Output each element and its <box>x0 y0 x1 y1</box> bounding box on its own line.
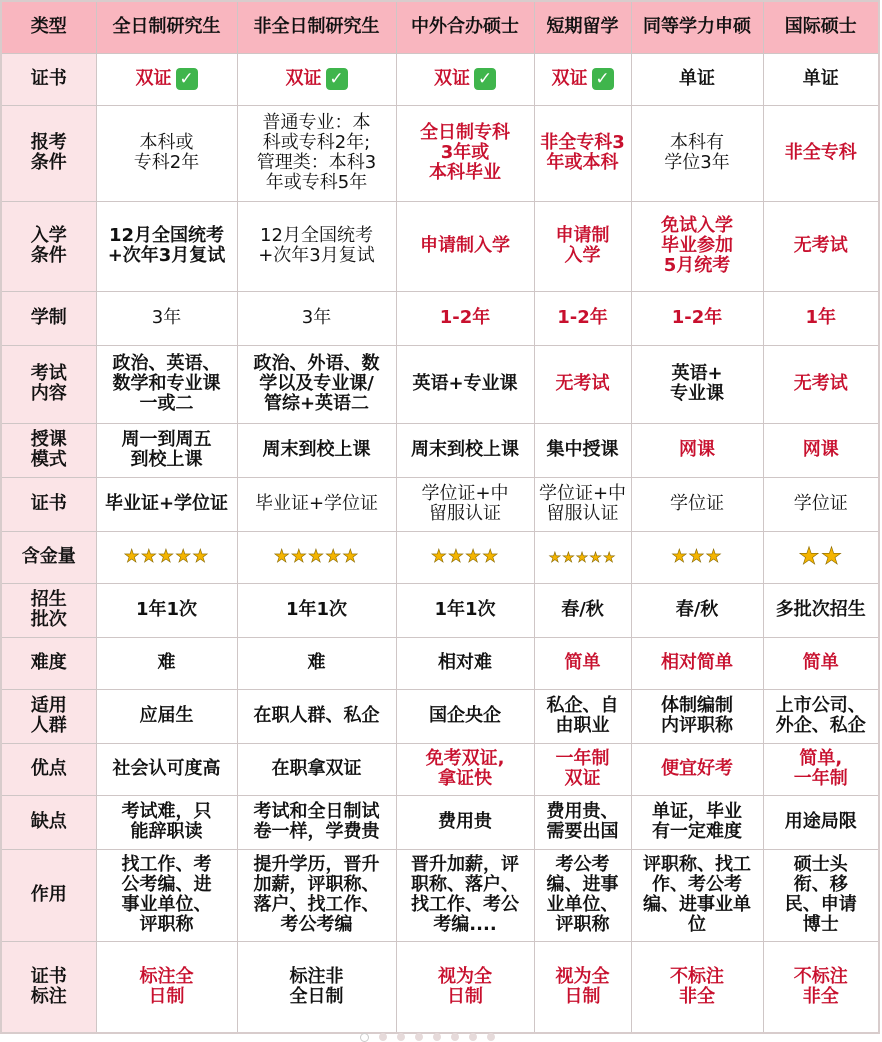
table-row <box>1 105 879 201</box>
row-label: 报考 条件 <box>1 105 96 201</box>
cell-text: 标注全 日制 <box>139 965 194 1007</box>
page-indicator <box>360 1033 530 1041</box>
cell-text: 学位证+中 留服认证 <box>538 483 627 524</box>
column-header: 国际硕士 <box>763 1 879 53</box>
table-cell <box>763 105 879 201</box>
cell-text: 标注非 全日制 <box>289 965 344 1007</box>
cell-text: 国企央企 <box>429 705 501 726</box>
cell-text: 春/秋 <box>675 599 719 620</box>
cell-text: 政治、外语、数 学以及专业课/ 管综+英语二 <box>253 353 380 414</box>
cell-text: 在职人群、私企 <box>253 705 380 726</box>
table-cell <box>631 345 763 423</box>
cell-text: 提升学历，晋升 加薪，评职称、 落户、找工作、 考公考编 <box>253 854 380 935</box>
table-cell <box>631 53 763 105</box>
cell-text: 1年1次 <box>285 599 348 620</box>
table-cell <box>631 291 763 345</box>
cell-text: 上市公司、 外企、私企 <box>775 695 866 736</box>
table-cell <box>534 105 631 201</box>
check-mark-icon: ✓ <box>474 68 496 90</box>
table-cell <box>763 941 879 1033</box>
table-cell <box>763 689 879 743</box>
cell-text: 12月全国统考 +次年3月复试 <box>107 225 226 266</box>
table-cell <box>534 53 631 105</box>
page-dot[interactable] <box>415 1033 423 1041</box>
table-cell <box>534 795 631 849</box>
cell-text: 周末到校上课 <box>411 439 519 460</box>
cell-text: 普通专业：本 科或专科2年; 管理类：本科3 年或专科5年 <box>256 112 377 193</box>
check-mark-icon: ✓ <box>176 68 198 90</box>
cell-text: 3年 <box>151 307 182 328</box>
cell-text: 费用贵、 需要出国 <box>546 801 619 842</box>
table-row <box>1 423 879 477</box>
table-cell <box>237 637 396 689</box>
table-cell <box>763 477 879 531</box>
table-row <box>1 637 879 689</box>
table-cell <box>534 423 631 477</box>
table-row <box>1 201 879 291</box>
table-cell <box>534 201 631 291</box>
table-cell <box>96 201 237 291</box>
cell-text: 本科或 专科2年 <box>133 132 200 173</box>
table-cell <box>763 345 879 423</box>
cell-text: 无考试 <box>793 235 848 256</box>
star-rating: ★★ <box>798 541 844 570</box>
table-cell <box>763 637 879 689</box>
column-header: 非全日制研究生 <box>237 1 396 53</box>
page-dot[interactable] <box>379 1033 387 1041</box>
cell-text: 视为全 日制 <box>555 965 610 1007</box>
cell-text: 非全专科 <box>784 142 857 163</box>
table-cell <box>237 531 396 583</box>
table-cell <box>534 689 631 743</box>
header-type-label: 类型 <box>1 1 96 53</box>
cell-text: 本科有 学位3年 <box>664 132 730 173</box>
cell-text: 周末到校上课 <box>262 439 371 460</box>
table-cell <box>396 689 534 743</box>
table-cell <box>534 941 631 1033</box>
column-header: 中外合办硕士 <box>396 1 534 53</box>
cell-text: 应届生 <box>139 705 194 726</box>
table-cell <box>396 477 534 531</box>
table-cell <box>763 795 879 849</box>
cell-text: 难 <box>157 652 176 673</box>
check-mark-icon: ✓ <box>592 68 614 90</box>
table-cell <box>631 941 763 1033</box>
table-cell <box>237 291 396 345</box>
table-cell <box>534 637 631 689</box>
cell-text: 相对难 <box>438 652 492 673</box>
table-row <box>1 583 879 637</box>
page-dot[interactable] <box>360 1033 369 1042</box>
cell-text: 单证 <box>802 68 839 89</box>
cell-text: 私企、自 由职业 <box>546 695 619 736</box>
table-cell <box>96 583 237 637</box>
cell-text: 1年 <box>805 307 837 328</box>
column-header: 同等学力申硕 <box>631 1 763 53</box>
table-cell <box>396 53 534 105</box>
table-cell <box>396 795 534 849</box>
table-cell <box>96 291 237 345</box>
page-dot[interactable] <box>451 1033 459 1041</box>
cell-text: 简单 <box>802 652 839 673</box>
table-cell <box>631 689 763 743</box>
row-label: 证书 <box>1 477 96 531</box>
table-cell <box>237 689 396 743</box>
table-cell <box>396 531 534 583</box>
table-cell <box>763 53 879 105</box>
cell-text: 在职拿双证 <box>271 758 362 779</box>
cell-text: 便宜好考 <box>661 758 733 779</box>
cell-text: 难 <box>307 652 326 673</box>
table-cell <box>237 345 396 423</box>
table-cell <box>96 637 237 689</box>
table-cell <box>534 477 631 531</box>
page-dot[interactable] <box>433 1033 441 1041</box>
table-cell <box>534 743 631 795</box>
table-cell <box>763 201 879 291</box>
cell-text: 英语+专业课 <box>412 373 518 394</box>
cell-text: 1年1次 <box>135 599 198 620</box>
cell-text: 周一到周五 到校上课 <box>121 429 212 470</box>
table-cell <box>96 849 237 941</box>
table-cell <box>396 291 534 345</box>
cell-text: 双证 <box>434 68 470 89</box>
cell-text: 12月全国统考 +次年3月复试 <box>258 225 375 266</box>
cell-text: 1-2年 <box>671 307 723 328</box>
table-cell <box>534 849 631 941</box>
table-row <box>1 795 879 849</box>
cell-text: 1-2年 <box>439 307 491 328</box>
table-row <box>1 53 879 105</box>
table-cell <box>631 637 763 689</box>
cell-text: 毕业证+学位证 <box>104 493 229 514</box>
table-cell <box>96 423 237 477</box>
cell-text: 一年制 双证 <box>555 748 610 789</box>
cell-text: 1-2年 <box>557 307 608 328</box>
table-cell <box>534 531 631 583</box>
cell-text: 硕士头 衔、移 民、申请 博士 <box>784 854 857 935</box>
table-cell <box>763 583 879 637</box>
table-row <box>1 689 879 743</box>
table-cell <box>534 345 631 423</box>
cell-text: 网课 <box>679 439 715 460</box>
row-label: 作用 <box>1 849 96 941</box>
cell-text: 毕业证+学位证 <box>254 493 379 514</box>
table-cell <box>237 941 396 1033</box>
column-header: 全日制研究生 <box>96 1 237 53</box>
table-cell <box>396 849 534 941</box>
table-cell <box>763 531 879 583</box>
cell-text: 找工作、考 公考编、进 事业单位、 评职称 <box>121 854 212 935</box>
table-cell <box>96 795 237 849</box>
row-label: 考试 内容 <box>1 345 96 423</box>
cell-text: 费用贵 <box>438 811 492 832</box>
star-rating: ★★★ <box>671 546 723 567</box>
table-row <box>1 291 879 345</box>
cell-text: 不标注 非全 <box>670 965 724 1007</box>
cell-text: 体制编制 内评职称 <box>661 695 733 736</box>
table-cell <box>96 53 237 105</box>
table-cell <box>96 105 237 201</box>
table-cell <box>631 201 763 291</box>
star-rating: ★★★★★ <box>273 546 360 567</box>
table-cell <box>534 291 631 345</box>
cell-text: 多批次招生 <box>775 599 866 620</box>
table-cell <box>237 423 396 477</box>
cell-text: 晋升加薪，评 职称、落户、 找工作、考公 考编.... <box>411 854 519 935</box>
cell-text: 简单 <box>564 652 601 673</box>
table-cell <box>763 743 879 795</box>
cell-text: 相对简单 <box>661 652 733 673</box>
table-cell <box>96 689 237 743</box>
cell-text: 双证 <box>285 68 322 89</box>
table-cell <box>631 743 763 795</box>
cell-text: 简单, 一年制 <box>793 748 848 789</box>
table-cell <box>763 291 879 345</box>
row-label: 学制 <box>1 291 96 345</box>
page-dot[interactable] <box>469 1033 477 1041</box>
table-cell <box>631 795 763 849</box>
row-label: 适用 人群 <box>1 689 96 743</box>
table-cell <box>237 53 396 105</box>
page-dot[interactable] <box>487 1033 495 1041</box>
cell-text: 单证 <box>679 68 715 89</box>
star-rating: ★★★★★ <box>548 549 617 566</box>
table-cell <box>237 743 396 795</box>
table-cell <box>631 105 763 201</box>
check-mark-icon: ✓ <box>326 68 348 90</box>
table-cell <box>237 849 396 941</box>
star-rating: ★★★★ <box>430 546 500 567</box>
table-cell <box>396 105 534 201</box>
cell-text: 社会认可度高 <box>112 758 221 779</box>
table-cell <box>96 941 237 1033</box>
table-row <box>1 743 879 795</box>
table-row <box>1 849 879 941</box>
table-cell <box>763 423 879 477</box>
table-cell <box>396 637 534 689</box>
table-cell <box>96 743 237 795</box>
table-row <box>1 477 879 531</box>
table-cell <box>763 849 879 941</box>
page-dot[interactable] <box>397 1033 405 1041</box>
table-cell <box>237 795 396 849</box>
table-cell <box>631 583 763 637</box>
table-cell <box>631 477 763 531</box>
cell-text: 网课 <box>802 439 839 460</box>
cell-text: 申请制 入学 <box>555 225 610 266</box>
row-label: 证书 标注 <box>1 941 96 1033</box>
table-cell <box>396 941 534 1033</box>
table-cell <box>96 531 237 583</box>
table-cell <box>631 849 763 941</box>
row-label: 授课 模式 <box>1 423 96 477</box>
table-row <box>1 941 879 1033</box>
row-label: 证书 <box>1 53 96 105</box>
cell-text: 无考试 <box>793 373 848 394</box>
row-label: 缺点 <box>1 795 96 849</box>
table-cell <box>396 423 534 477</box>
cell-text: 学位证+中 留服认证 <box>421 483 509 524</box>
cell-text: 不标注 非全 <box>793 965 848 1007</box>
row-label: 难度 <box>1 637 96 689</box>
cell-text: 全日制专科 3年或 本科毕业 <box>420 122 510 183</box>
row-label: 优点 <box>1 743 96 795</box>
cell-text: 集中授课 <box>546 439 619 460</box>
star-rating: ★★★★★ <box>123 546 210 567</box>
cell-text: 学位证 <box>793 493 848 514</box>
table-cell <box>237 201 396 291</box>
table-cell <box>396 583 534 637</box>
table-cell <box>631 423 763 477</box>
cell-text: 视为全 日制 <box>438 965 492 1007</box>
cell-text: 非全专科3 年或本科 <box>540 132 625 173</box>
cell-text: 政治、英语、 数学和专业课 一或二 <box>112 353 221 414</box>
cell-text: 双证 <box>135 68 172 89</box>
cell-text: 免试入学 毕业参加 5月统考 <box>661 215 733 276</box>
cell-text: 用途局限 <box>784 811 857 832</box>
table-row <box>1 531 879 583</box>
cell-text: 1年1次 <box>434 599 496 620</box>
cell-text: 春/秋 <box>561 599 604 620</box>
table-cell <box>534 583 631 637</box>
table-cell <box>396 201 534 291</box>
table-cell <box>96 345 237 423</box>
cell-text: 双证 <box>551 68 588 89</box>
cell-text: 申请制入学 <box>420 235 510 256</box>
row-label: 含金量 <box>1 531 96 583</box>
header-row <box>1 1 879 53</box>
table-cell <box>237 583 396 637</box>
column-header: 短期留学 <box>534 1 631 53</box>
row-label: 入学 条件 <box>1 201 96 291</box>
row-label: 招生 批次 <box>1 583 96 637</box>
table-cell <box>237 105 396 201</box>
table-row <box>1 345 879 423</box>
cell-text: 考试难，只 能辞职读 <box>121 801 212 842</box>
cell-text: 无考试 <box>555 373 610 394</box>
table-cell <box>631 531 763 583</box>
table-cell <box>396 345 534 423</box>
table-cell <box>96 477 237 531</box>
table-cell <box>237 477 396 531</box>
cell-text: 学位证 <box>670 493 724 514</box>
cell-text: 考试和全日制试 卷一样，学费贵 <box>253 801 380 842</box>
cell-text: 考公考 编、进事 业单位、 评职称 <box>546 854 619 935</box>
cell-text: 英语+ 专业课 <box>670 363 724 404</box>
cell-text: 评职称、找工 作、考公考 编、进事业单 位 <box>643 854 751 935</box>
cell-text: 3年 <box>301 307 332 328</box>
table-cell <box>396 743 534 795</box>
cell-text: 免考双证, 拿证快 <box>425 748 505 789</box>
cell-text: 单证，毕业 有一定难度 <box>652 801 742 842</box>
